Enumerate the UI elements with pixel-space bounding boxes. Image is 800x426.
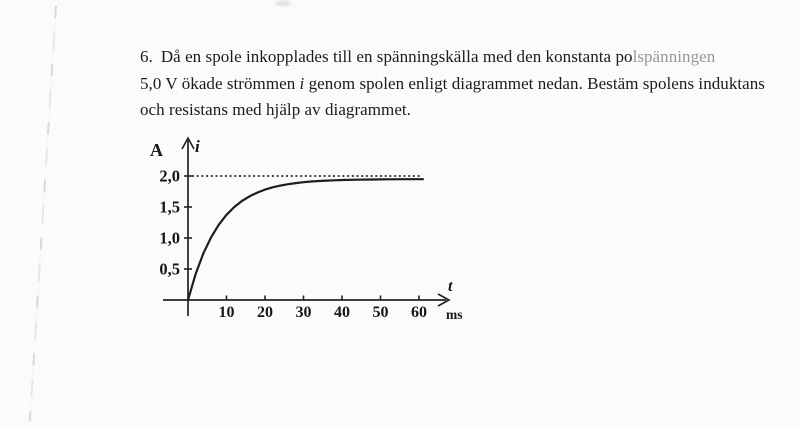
x-axis-variable-label: t [448,278,453,295]
scan-artifact-smudge [275,1,291,6]
problem-number: 6. [140,47,153,66]
problem-statement [140,44,790,124]
problem-line-2 [140,71,790,98]
problem-line-3: och resistans med hjälp av diagrammet. [140,100,411,119]
x-axis-unit-label: ms [446,307,463,322]
y-axis-unit-label: A [150,140,163,160]
y-axis-tick-labels [159,167,180,279]
y-tick-label: 1,0 [159,228,180,248]
problem-line2-text-b: genom spolen enligt diagrammet nedan. Bestäm spolens induktans [304,73,765,93]
y-tick-label: 0,5 [159,259,180,279]
current-vs-time-chart [140,130,480,335]
y-tick-label: 1,5 [159,197,180,217]
x-tick-label: 40 [334,304,350,321]
x-axis-tick-labels [219,304,428,321]
problem-line2-text-a: 5,0 V ökade strömmen [140,73,300,93]
scan-artifact-diagonal-line [29,6,57,421]
y-tick-label: 2,0 [159,166,180,186]
x-tick-label: 20 [257,304,273,321]
x-tick-label: 10 [218,304,235,321]
problem-line1-faded-word: lspänningen [632,47,716,66]
y-axis-variable-label: i [195,137,200,156]
current-variable-i: i [299,73,305,93]
problem-line1-text: Då en spole inkopplades till en spänningskälla med den konstanta po [160,47,633,66]
current-curve [188,179,423,300]
x-tick-label: 30 [295,304,312,321]
problem-line-1 [140,44,790,71]
x-tick-label: 50 [372,304,389,321]
x-tick-label: 60 [411,304,427,321]
